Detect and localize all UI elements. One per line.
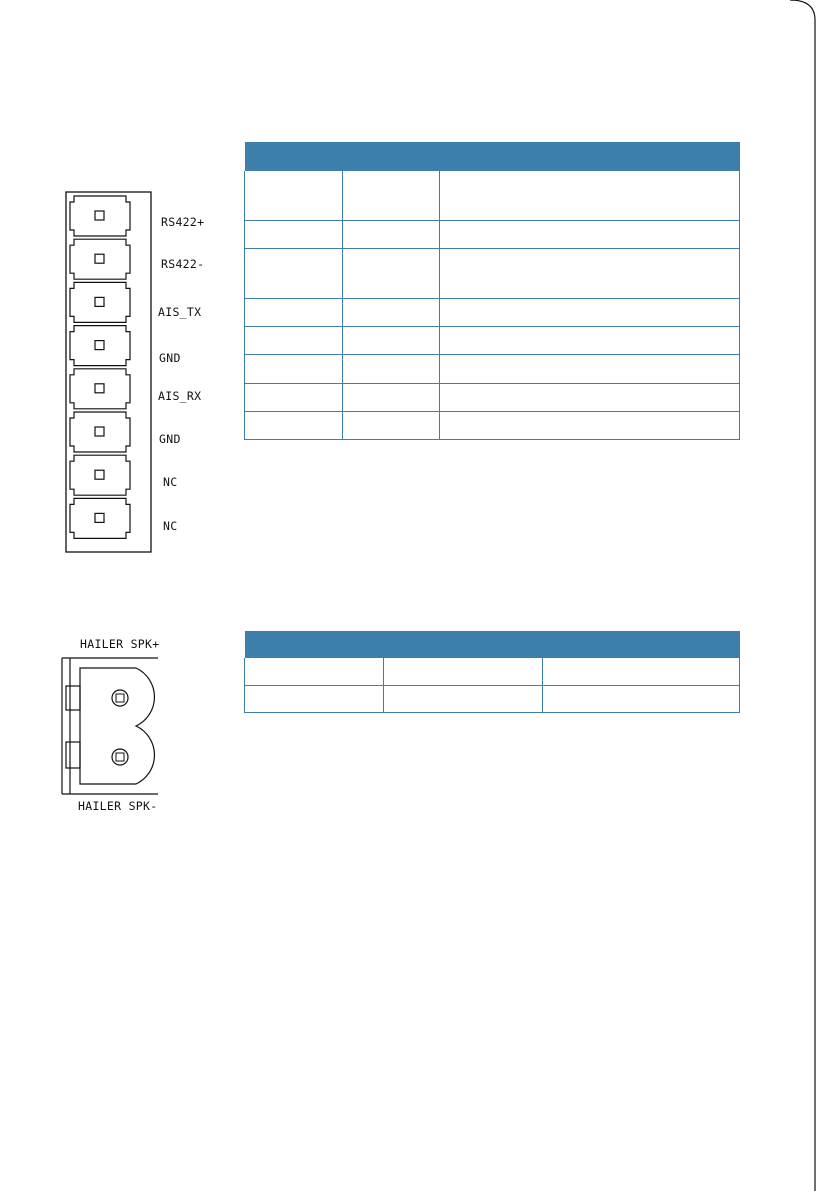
pin-label: NC	[163, 519, 178, 533]
table-cell	[245, 248, 343, 298]
table-cell	[245, 326, 343, 354]
header-cell	[245, 142, 343, 171]
table-row	[245, 248, 740, 298]
terminal-screw-square	[95, 254, 104, 263]
table-cell	[440, 298, 740, 326]
pin-label: RS422-	[161, 257, 205, 271]
header-cell	[440, 142, 740, 171]
table-cell	[343, 171, 440, 220]
table-cell	[343, 248, 440, 298]
table-cell	[343, 383, 440, 411]
hailer-spk-plus-label: HAILER SPK+	[80, 637, 160, 651]
table-cell	[245, 354, 343, 383]
table-cell	[543, 658, 740, 685]
pin-label: NC	[163, 475, 178, 489]
hailer-table	[244, 631, 740, 713]
terminal-block-8pin-diagram	[60, 186, 160, 558]
table-cell	[343, 298, 440, 326]
table-row	[245, 171, 740, 220]
table-cell	[384, 685, 543, 712]
terminal-pin-housing	[70, 196, 130, 236]
terminal-pin-housing	[70, 282, 130, 322]
table-row	[245, 411, 740, 439]
table-cell	[440, 220, 740, 248]
table-header-row	[245, 142, 740, 171]
pin-label: AIS_TX	[158, 305, 202, 319]
header-cell	[245, 631, 384, 658]
pin-label: GND	[159, 432, 181, 446]
terminal-screw-square	[95, 384, 104, 393]
table-row	[245, 658, 740, 685]
pin-label: GND	[159, 351, 181, 365]
terminal-pin-housing	[70, 498, 130, 538]
terminal-screw-square	[95, 470, 104, 479]
table-cell	[440, 354, 740, 383]
table-cell	[343, 326, 440, 354]
table-cell	[543, 685, 740, 712]
terminal-screw-square	[95, 427, 104, 436]
pin-assignment-table	[244, 142, 740, 440]
table-row	[245, 685, 740, 712]
header-cell	[343, 142, 440, 171]
table-row	[245, 326, 740, 354]
table-row	[245, 298, 740, 326]
table-cell	[440, 383, 740, 411]
hailer-speaker-connector-diagram	[58, 656, 168, 796]
table-cell	[440, 326, 740, 354]
table-cell	[343, 354, 440, 383]
header-cell	[543, 631, 740, 658]
table-cell	[343, 220, 440, 248]
pin-label: RS422+	[161, 215, 205, 229]
terminal-screw-square	[95, 341, 104, 350]
table-row	[245, 220, 740, 248]
header-cell	[384, 631, 543, 658]
table-cell	[245, 685, 384, 712]
terminal-screw-square	[95, 297, 104, 306]
table-cell	[245, 298, 343, 326]
terminal-screw-square	[95, 211, 104, 220]
table-cell	[245, 411, 343, 439]
terminal-pin-housing	[70, 239, 130, 279]
table-cell	[343, 411, 440, 439]
table-cell	[384, 658, 543, 685]
table-row	[245, 354, 740, 383]
terminal-pin-housing	[70, 412, 130, 452]
table-header-row	[245, 631, 740, 658]
table-cell	[440, 411, 740, 439]
terminal-screw-square	[95, 513, 104, 522]
table-cell	[440, 171, 740, 220]
table-cell	[245, 220, 343, 248]
pin-label: AIS_RX	[158, 389, 202, 403]
table-cell	[245, 658, 384, 685]
table-cell	[245, 383, 343, 411]
hailer-spk-minus-label: HAILER SPK-	[78, 799, 158, 813]
table-cell	[440, 248, 740, 298]
terminal-pin-housing	[70, 369, 130, 409]
terminal-pin-housing	[70, 326, 130, 366]
table-row	[245, 383, 740, 411]
terminal-pin-housing	[70, 455, 130, 495]
table-cell	[245, 171, 343, 220]
